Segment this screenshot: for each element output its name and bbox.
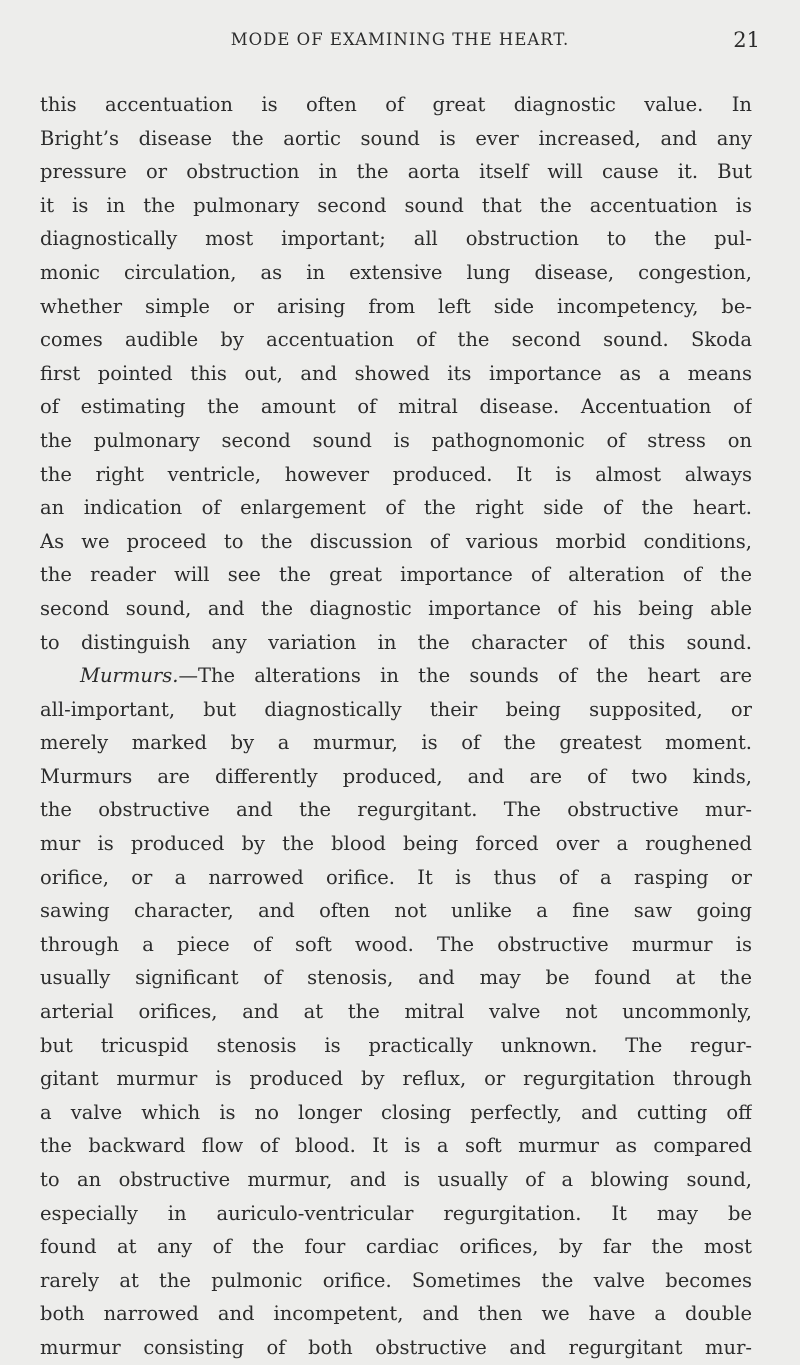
- text-line: merely marked by a murmur, is of the greatest moment.: [40, 731, 752, 755]
- text-line: the backward flow of blood. It is a soft murmur as compared: [40, 1134, 752, 1158]
- text-line: whether simple or arising from left side incompetency, be-: [40, 294, 752, 318]
- text-line: arterial orifices, and at the mitral valve not uncommonly,: [40, 1000, 752, 1024]
- text-line: second sound, and the diagnostic importance of his being able: [40, 596, 752, 620]
- text-line: murmur consisting of both obstructive and regurgitant mur-: [40, 1335, 752, 1359]
- text-line: gitant murmur is produced by reflux, or regurgitation through: [40, 1067, 752, 1091]
- text-line: a valve which is no longer closing perfectly, and cutting off: [40, 1100, 752, 1124]
- text-line: diagnostically most important; all obstruction to the pul-: [40, 227, 752, 251]
- text-line: it is in the pulmonary second sound that the accentuation is: [40, 193, 752, 217]
- running-head: [40, 30, 760, 70]
- text-line: mur is produced by the blood being forced over a roughened: [40, 832, 752, 856]
- body-text: [40, 88, 752, 1365]
- text-line: especially in auriculo-ventricular regurgitation. It may be: [40, 1201, 752, 1225]
- page-number: 21: [733, 28, 760, 52]
- text-line: found at any of the four cardiac orifices, by far the most: [40, 1235, 752, 1259]
- text-line: sawing character, and often not unlike a fine saw going: [40, 899, 752, 923]
- text-line: monic circulation, as in extensive lung disease, congestion,: [40, 260, 752, 284]
- text-line: Murmurs are differently produced, and are of two kinds,: [40, 764, 752, 788]
- text-line: but tricuspid stenosis is practically unknown. The regur-: [40, 1033, 752, 1057]
- text-line: an indication of enlargement of the right side of the heart.: [40, 496, 752, 520]
- text-line: all-important, but diagnostically their being supposited, or: [40, 697, 752, 721]
- murmurs-paragraph-first-line: [40, 659, 752, 693]
- text-line: As we proceed to the discussion of various morbid conditions,: [40, 529, 752, 553]
- text-line: to an obstructive murmur, and is usually of a blowing sound,: [40, 1168, 752, 1191]
- text-line: comes audible by accentuation of the second sound. Skoda: [40, 328, 752, 352]
- text-line: the right ventricle, however produced. It is almost always: [40, 462, 752, 486]
- text-line: first pointed this out, and showed its importance as a means: [40, 361, 752, 385]
- murmurs-heading: Murmurs.: [80, 664, 179, 688]
- text-line: pressure or obstruction in the aorta itself will cause it. But: [40, 160, 752, 184]
- text-line: rarely at the pulmonic orifice. Sometimes the valve becomes: [40, 1268, 752, 1292]
- text-line: through a piece of soft wood. The obstructive murmur is: [40, 932, 752, 956]
- text-line: to distinguish any variation in the character of this sound.: [40, 630, 752, 654]
- text-line: both narrowed and incompetent, and then we have a double: [40, 1302, 752, 1326]
- text-line: the obstructive and the regurgitant. The obstructive mur-: [40, 798, 752, 822]
- text-line: usually significant of stenosis, and may be found at the: [40, 966, 752, 990]
- running-title: MODE OF EXAMINING THE HEART.: [230, 30, 570, 49]
- text-line: Bright’s disease the aortic sound is ever increased, and any: [40, 126, 752, 150]
- text-line: of estimating the amount of mitral disease. Accentuation of: [40, 395, 752, 419]
- text-line: orifice, or a narrowed orifice. It is thus of a rasping or: [40, 865, 752, 889]
- text-line: the pulmonary second sound is pathognomonic of stress on: [40, 428, 752, 452]
- text-line: this accentuation is often of great diagnostic value. In: [40, 93, 752, 116]
- murmurs-first-line-text: —The alterations in the sounds of the heart are: [178, 664, 752, 688]
- text-line: the reader will see the great importance of alteration of the: [40, 563, 752, 587]
